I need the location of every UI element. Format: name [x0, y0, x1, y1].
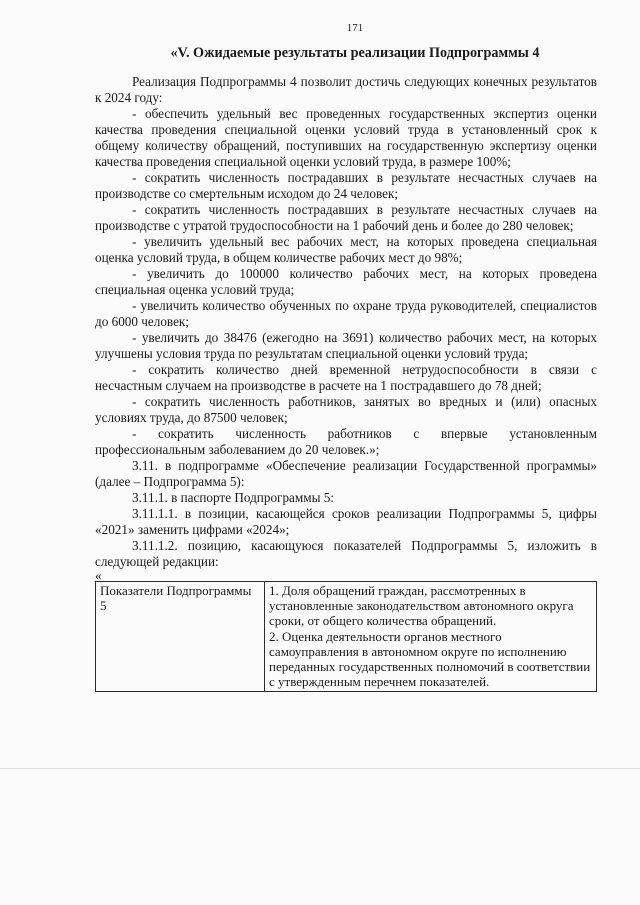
paragraph-sick-days: - сократить количество дней временной нетрудоспособности в связи с несчастным случаем на производстве в расчете на 1 пострадавшего до 78 дней; [95, 362, 597, 393]
table-value-cell [265, 582, 597, 692]
paragraph-improved-conditions: - увеличить до 38476 (ежегодно на 3691) количество рабочих мест, на которых улучшены условия труда по результатам специальной оценки условий труда; [95, 330, 597, 361]
open-quote: « [95, 568, 102, 583]
indicators-table [95, 581, 597, 692]
paragraph-workplaces-count: - увеличить до 100000 количество рабочих мест, на которых проведена специальная оценка условий труда; [95, 266, 597, 297]
page-number: 171 [346, 22, 364, 34]
paragraph-hazardous-workers: - сократить численность работников, занятых во вредных и (или) опасных условиях труда, до 87500 человек; [95, 394, 597, 425]
paragraph-subprogram-5: 3.11. в подпрограмме «Обеспечение реализации Государственной программы» (далее – Подпрограмма 5): [95, 458, 597, 489]
paragraph-passport: 3.11.1. в паспорте Подпрограммы 5: [132, 490, 334, 505]
paragraph-intro: Реализация Подпрограммы 4 позволит достичь следующих конечных результатов к 2024 году: [95, 74, 597, 105]
paragraph-disability-accidents: - сократить численность пострадавших в результате несчастных случаев на производстве с утратой трудоспособности на 1 рабочий день и более до 280 человек; [95, 202, 597, 233]
paragraph-indicators: 3.11.1.2. позицию, касающуюся показателей Подпрограммы 5, изложить в следующей редакции: [95, 538, 597, 569]
paragraph-workplaces-share: - увеличить удельный вес рабочих мест, на которых проведена специальная оценка условий труда, в общем количестве рабочих мест до 98%; [95, 234, 597, 265]
paragraph-deadlines: 3.11.1.1. в позиции, касающейся сроков реализации Подпрограммы 5, цифры «2021» заменить цифрами «2024»; [95, 506, 597, 537]
table-label-cell: Показатели Подпрограммы 5 [96, 582, 265, 692]
page-content [95, 22, 597, 692]
paragraph-training: - увеличить количество обученных по охране труда руководителей, специалистов до 6000 человек; [95, 298, 597, 329]
indicator-item-1: 1. Доля обращений граждан, рассмотренных в установленные законодательством автономного округа сроки, от общего количества обращений. [269, 583, 574, 629]
table-row [96, 582, 597, 692]
paragraph-expertise: - обеспечить удельный вес проведенных государственных экспертиз оценки качества проведения специальной оценки условий труда в установленный срок к общему количеству обращений, поступивших на государственную экспертизу оценки качества проведения специальной оценки условий труда, в размере 100%; [95, 106, 597, 169]
indicator-item-2: 2. Оценка деятельности органов местного самоуправления в автономном округе по исполнению переданных государственных полномочий в соответствии с утвержденным перечнем показателей. [269, 628, 591, 690]
section-heading: «V. Ожидаемые результаты реализации Подпрограммы 4 [170, 45, 540, 61]
paragraph-occupational-disease: - сократить численность работников с впервые установленным профессиональным заболеванием до 20 человек.»; [95, 426, 597, 457]
scan-edge-divider [0, 768, 640, 769]
paragraph-fatal-accidents: - сократить численность пострадавших в результате несчастных случаев на производстве со смертельным исходом до 24 человек; [95, 170, 597, 201]
